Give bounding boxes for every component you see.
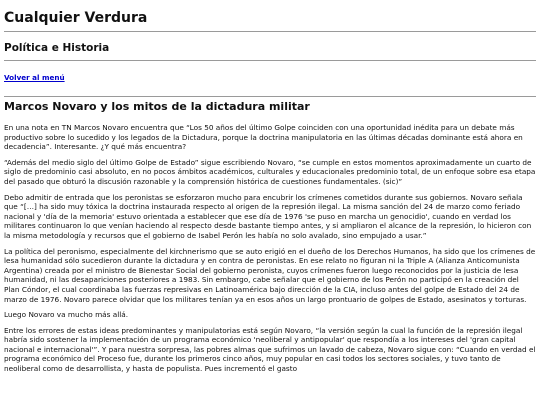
divider	[4, 60, 536, 61]
section-title: Política e Historia	[4, 42, 110, 54]
article-title: Marcos Novaro y los mitos de la dictadura militar	[4, 100, 310, 113]
article-paragraph: Entre los errores de estas ideas predominantes y manipulatorias está según Novaro, “la versión según la cual la función de la represión ilegal habría sido sostener la implementación de un programa económico 'neoliberal y antipopular' que respondía a los intereses del 'gran capital nacional e internacional'”. Y para nuestra sorpresa, las pobres almas que sufrimos un lavado de cabeza, Novaro sigue con: “Cuando en verdad el programa económico del Proceso fue, durante los primeros cinco años, muy popular en casi todos los sectores sociales, y tuvo tanto de neoliberal como de desarrollista, y hasta de populista. Pues incrementó el gasto	[4, 325, 536, 374]
article-paragraph: “Además del medio siglo del último Golpe de Estado” sigue escribiendo Novaro, “se cumple en estos momentos aproximadamente un cuarto de siglo de predominio casi absoluto, en no pocos ámbitos académicos, culturales y educacionales predominio total, de un enfoque sobre esa etapa del pasado que obturó la discusión razonable y la comprensión histórica de cuestiones fundamentales. (sic)”	[4, 157, 536, 186]
back-to-menu-link[interactable]: Volver al menú	[4, 73, 65, 82]
article-paragraph: En una nota en TN Marcos Novaro encuentra que “Los 50 años del último Golpe coinciden con una oportunidad inédita para un debate más productivo sobre lo sucedido y los legados de la Dictadura, porque la doctrina manipulatoria en las últimas décadas dominante está ahora en decadencia”. Interesante. ¿Y qué más encuentra?	[4, 123, 523, 152]
divider	[4, 96, 536, 97]
article-paragraph: Debo admitir de entrada que los peronistas se esforzaron mucho para encubrir los crímenes cometidos durante sus gobiernos. Novaro señala que “[…] ha sido muy tóxica la doctrina instaurada respecto al origen de la represión ilegal. La misma sanción del 24 de marzo como feriado nacional y 'día de la memoria' estuvo orientada a establecer que ese día de 1976 'se puso en marcha un genocidio', cuando en verdad los militares continuaron lo que venían haciendo al respecto desde bastante tiempo antes, y si ampliaron el alcance de la represión, lo hicieron con la misma metodología y recursos que el gobierno de Isabel Perón les había no solo avalado, sino empujado a usar.”	[4, 192, 532, 240]
article-paragraph: Luego Novaro va mucho más allá.	[4, 310, 129, 320]
page	[0, 8, 540, 374]
divider	[4, 31, 536, 32]
site-title: Cualquier Verdura	[4, 10, 148, 26]
article-paragraph: La política del peronismo, especialmente del kirchnerismo que se auto erigió en el dueño de los Derechos Humanos, ha sido que los crímenes de lesa humanidad sólo sucedieron durante la dictadura y en contra de peronistas. En ese relato no figuran ni la Triple A (Alianza Anticomunista Argentina) creada por el ministro de Bienestar Social del gobierno peronista, cuyos crímenes fueron luego reconocidos por la justicia de lesa humanidad, ni las desapariciones posteriores a 1983. Sin embargo, cabe señalar que el gobierno de los Perón no participó en la creación del Plan Cóndor, el cual coordinaba las fuerzas represivas en Latinoamérica bajo dirección de la CIA, incluso antes del golpe de Estado del 24 de marzo de 1976. Novaro parece olvidar que los militares tenían ya en esos años un largo prontuario de golpes de Estado, asesinatos y torturas.	[4, 246, 536, 304]
article-body	[4, 123, 536, 374]
